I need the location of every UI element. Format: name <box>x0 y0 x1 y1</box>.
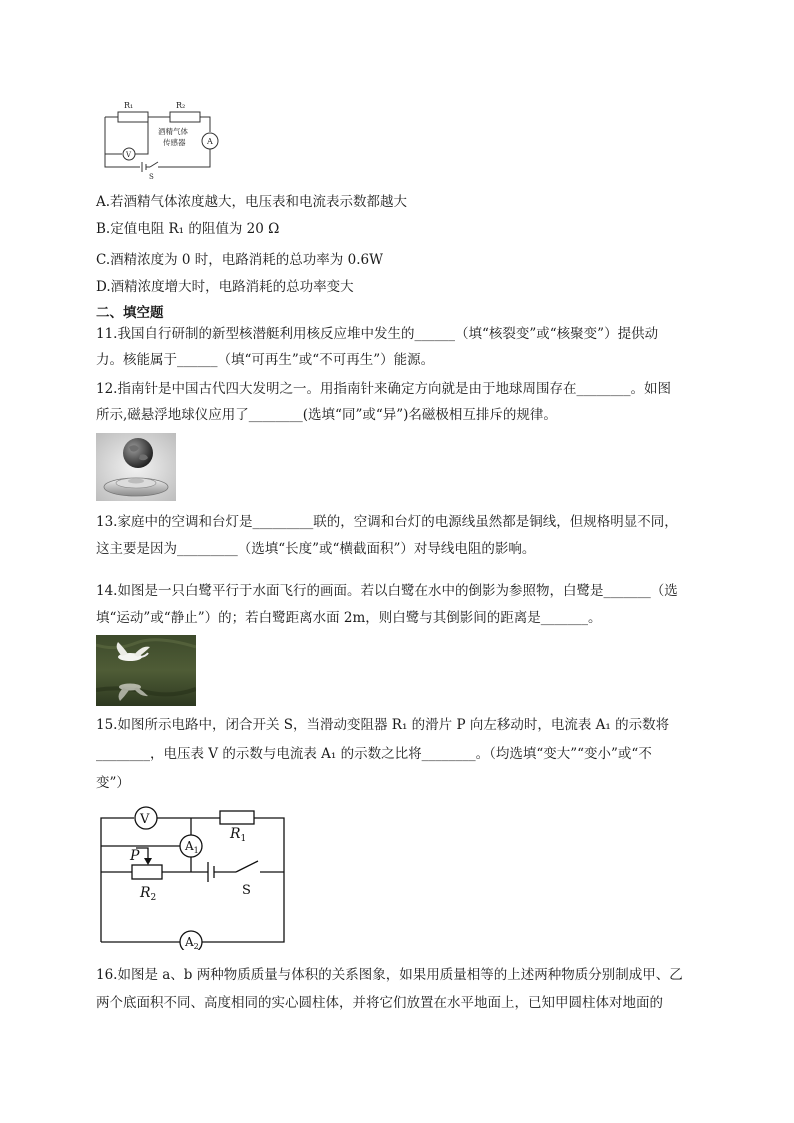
rheostat-r2 <box>132 865 162 879</box>
r1-label: $R_1$ <box>230 826 247 844</box>
option-c: C.酒精浓度为 0 时，电路消耗的总功率为 0.6W <box>96 252 383 268</box>
q13-line2: 这主要是因为_________（选填“长度”或“横截面积”）对导线电阻的影响。 <box>96 541 536 557</box>
q12-line2: 所示,磁悬浮地球仪应用了________(选填“同”或“异”)名磁极相互排斥的规律。 <box>96 407 557 423</box>
q14-line1: 14.如图是一只白鹭平行于水面飞行的画面。若以白鹭在水中的倒影为参照物，白鹭是_______（选 <box>96 583 678 599</box>
q16-line2: 两个底面积不同、高度相同的实心圆柱体，并将它们放置在水平地面上，已知甲圆柱体对地面的 <box>96 995 663 1011</box>
option-a: A.若酒精气体浓度越大，电压表和电流表示数都越大 <box>96 194 408 210</box>
q14-line2: 填“运动”或“静止”）的；若白鹭距离水面 2m，则白鹭与其倒影间的距离是_______。 <box>96 610 602 626</box>
voltmeter-label: V <box>140 812 150 827</box>
q12-line1: 12.指南针是中国古代四大发明之一。用指南针来确定方向就是由于地球周围存在________。如图 <box>96 381 671 397</box>
globe-sphere <box>123 438 153 468</box>
resistor-r2 <box>170 112 200 122</box>
option-d: D.酒精浓度增大时，电路消耗的总功率变大 <box>96 279 354 295</box>
p-label: P <box>130 848 140 864</box>
switch-blade <box>150 162 158 167</box>
sensor-label-2: 传感器 <box>163 138 186 147</box>
r2-label: $R_2$ <box>140 885 157 903</box>
slider-arrow <box>144 858 152 865</box>
a1-label: $A_1$ <box>185 839 199 855</box>
egret-photo <box>96 635 196 706</box>
a2-label: $A_2$ <box>185 935 199 950</box>
q15-line1: 15.如图所示电路中，闭合开关 S，当滑动变阻器 R₁ 的滑片 P 向左移动时，电流表 A₁ 的示数将 <box>96 717 670 733</box>
resistor-r1 <box>118 112 148 122</box>
sensor-label-1: 酒精气体 <box>158 127 188 136</box>
option-b: B.定值电阻 R₁ 的阻值为 20 Ω <box>96 221 280 237</box>
q11-line1: 11.我国自行研制的新型核潜艇利用核反应堆中发生的______（填“核裂变”或“核聚变”）提供动 <box>96 326 659 342</box>
section-heading: 二、填空题 <box>96 305 164 321</box>
alcohol-sensor-circuit-figure <box>100 97 225 182</box>
maglev-globe-photo <box>96 433 176 501</box>
r1-label: R₁ <box>124 101 134 110</box>
q15-line2: ________，电压表 V 的示数与电流表 A₁ 的示数之比将________。（均选填“变大”“变小”或“不 <box>96 746 652 762</box>
r2-label: R₂ <box>176 101 186 110</box>
switch-blade <box>236 861 258 872</box>
switch-label: S <box>149 173 154 181</box>
rheostat-circuit-figure <box>96 800 296 950</box>
voltmeter-label: V <box>126 151 132 159</box>
switch-label: S <box>242 883 251 898</box>
q15-line3: 变”） <box>96 775 130 791</box>
q11-line2: 力。核能属于______（填“可再生”或“不可再生”）能源。 <box>96 352 435 368</box>
ammeter-label: A <box>207 137 213 146</box>
resistor-r1 <box>220 811 254 824</box>
q16-line1: 16.如图是 a、b 两种物质质量与体积的关系图象，如果用质量相等的上述两种物质分别制成甲、乙 <box>96 967 683 983</box>
q13-line1: 13.家庭中的空调和台灯是_________联的，空调和台灯的电源线虽然都是铜线，但规格明显不同， <box>96 514 678 530</box>
